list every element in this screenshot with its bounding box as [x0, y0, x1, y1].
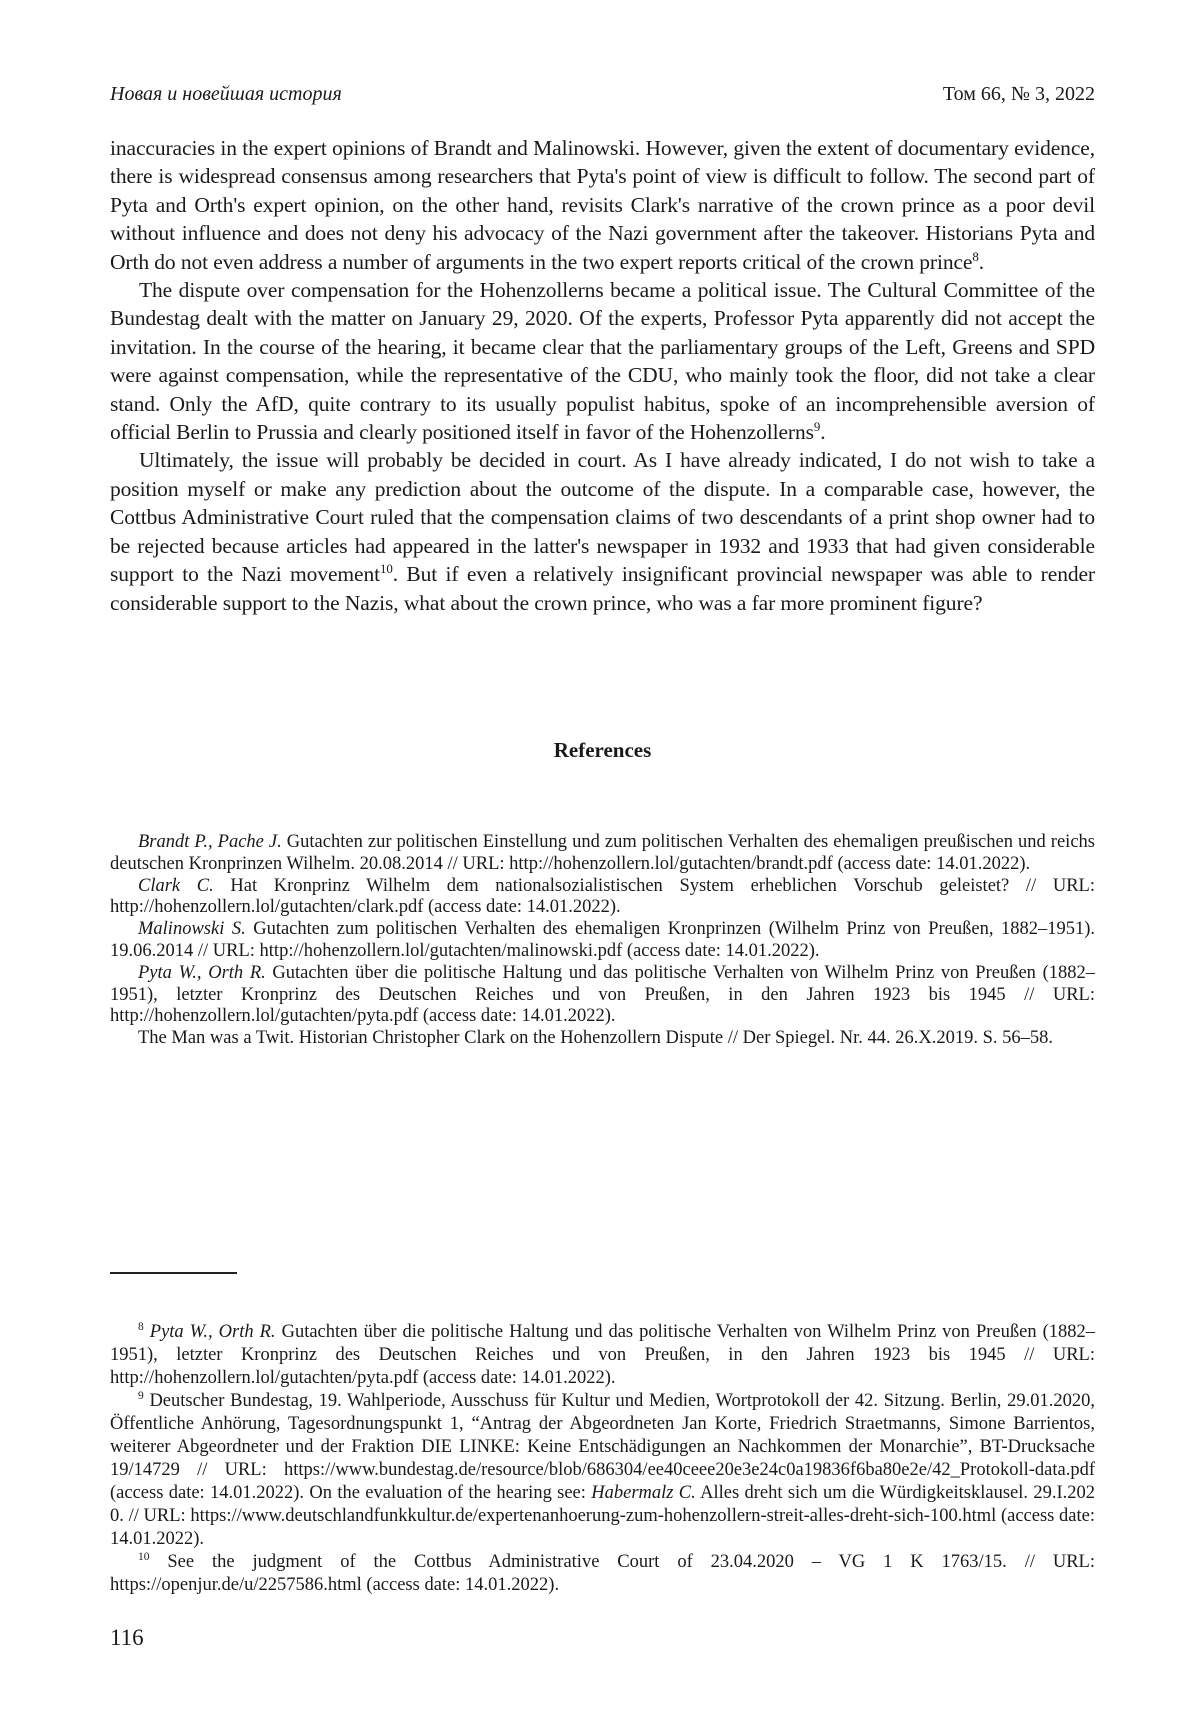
- page-number: 116: [110, 1625, 144, 1650]
- footnote-number: 10: [138, 1550, 150, 1563]
- footnote-10: [110, 1551, 1095, 1597]
- footnote-8: [110, 1321, 1095, 1390]
- reference-item: [110, 963, 1095, 1028]
- paragraph-tail: .: [820, 420, 826, 445]
- footnote-ref-10[interactable]: 10: [380, 561, 393, 576]
- reference-authors: Brandt P., Pache J.: [138, 832, 282, 852]
- body-paragraph: [110, 446, 1095, 616]
- reference-text: Gutachten zur politischen Einstellung und zum politischen Verhalten des ehemaligen preußischen und reichsdeutschen Kronprinzen Wilhelm. 20.08.2014 // URL: http://hohenzollern.lol/gutachten/brandt.pdf (access date: 14.01.2022).: [110, 832, 1095, 874]
- references-heading: References: [553, 738, 652, 762]
- footnote-tail: Alles dreht sich um die Würdigkeitsklausel. 29.I.2020. // URL: https://www.deutschlandfunkkultur.de/expertenanhoerung-zum-hohenzollern-streit-alles-dreht-sich-100.html (access date: 14.01.2022).: [110, 1483, 1096, 1549]
- footnote-text: Gutachten über die politische Haltung und das politische Verhalten von Wilhelm Prinz von Preußen (1882–1951), letzter Kronprinz des Deutschen Reiches und von Preußen, in den Jahren 1923 bis 1945 // URL: http://hohenzollern.lol/gutachten/pyta.pdf (access date: 14.01.2022).: [110, 1322, 1095, 1388]
- footnote-text: See the judgment of the Cottbus Administrative Court of 23.04.2020 – VG 1 K 1763/15. // URL: https://openjur.de/u/2257586.html (access date: 14.01.2022).: [110, 1552, 1096, 1595]
- paragraph-text: inaccuracies in the expert opinions of Brandt and Malinowski. However, given the extent of documentary evidence, there is widespread consensus among researchers that Pyta's point of view is difficult to follow. The second part of Pyta and Orth's expert opinion, on the other hand, revisits Clark's narrative of the crown prince as a poor devil without influence and does not deny his advocacy of the Nazi government after the takeover. Historians Pyta and Orth do not even address a number of arguments in the two expert reports critical of the crown prince: [110, 136, 1095, 274]
- reference-item: [110, 876, 1095, 920]
- paragraph-tail: . But if even a relatively insignificant provincial newspaper was able to render considerable support to the Nazis, what about the crown prince, who was a far more prominent figure?: [110, 562, 1095, 615]
- reference-text: Gutachten zum politischen Verhalten des ehemaligen Kronprinzen (Wilhelm Prinz von Preußen, 1882–1951). 19.06.2014 // URL: http://hohenzollern.lol/gutachten/malinowski.pdf (access date: 14.01.2022).: [110, 919, 1095, 961]
- paragraph-tail: .: [978, 249, 985, 274]
- paragraph-text: The dispute over compensation for the Hohenzollerns became a political issue. The Cultural Committee of the Bundestag dealt with the matter on January 29, 2020. Of the experts, Professor Pyta apparently did not accept the invitation. In the course of the hearing, it became clear that the parliamentary groups of the Left, Greens and SPD were against compensation, while the representative of the CDU, who mainly took the floor, did not take a clear stand. Only the AfD, quite contrary to its usually populist habitus, spoke of an incomprehensible aversion of official Berlin to Prussia and clearly positioned itself in favor of the Hohenzollerns: [110, 278, 1095, 445]
- footnotes: [110, 1321, 1095, 1597]
- paragraph-text: Ultimately, the issue will probably be decided in court. As I have already indicated, I do not wish to take a position myself or make any prediction about the outcome of the dispute. In a comparable case, however, the Cottbus Administrative Court ruled that the compensation claims of two descendants of a print shop owner had to be rejected because articles had appeared in the latter's newspaper in 1932 and 1933 that had given considerable support to the Nazi movement: [110, 448, 1095, 587]
- reference-text: Gutachten über die politische Haltung und das politische Verhalten von Wilhelm Prinz von Preußen (1882–1951), letzter Kronprinz des Deutschen Reiches und von Preußen, in den Jahren 1923 bis 1945 // URL: http://hohenzollern.lol/gutachten/pyta.pdf (access date: 14.01.2022).: [110, 962, 1095, 1027]
- footnote-number: 8: [138, 1320, 144, 1333]
- running-header: [110, 80, 1095, 108]
- reference-item: [110, 832, 1095, 876]
- issue-info: Том 66, № 3, 2022: [942, 82, 1095, 105]
- footnote-number: 9: [138, 1389, 144, 1402]
- footnote-9: [110, 1390, 1095, 1551]
- body-paragraph: [110, 276, 1095, 446]
- reference-authors: Clark C.: [138, 875, 214, 896]
- footnote-text: Deutscher Bundestag, 19. Wahlperiode, Ausschuss für Kultur und Medien, Wortprotokoll der 42. Sitzung. Berlin, 29.01.2020, Öffentliche Anhörung, Tagesordnungspunkt 1, “Antrag der Abgeordneten Jan Korte, Friedrich Straetmanns, Simone Barrientos, weiterer Abgeordneter und der Fraktion DIE LINKE: Keine Entschädigungen an Nachkommen der Monarchie”, BT-Drucksache 19/14729 // URL: https://www.bundestag.de/resource/blob/686304/ee40ceee20e3e24c0a19836f6ba80e2e/42_Protokoll-data.pdf (access date: 14.01.2022). On the evaluation of the hearing see:: [110, 1391, 1095, 1503]
- journal-title: Новая и новейшая история: [110, 82, 342, 105]
- footnote-ref-8[interactable]: 8: [972, 249, 979, 264]
- reference-authors: Malinowski S.: [138, 919, 246, 940]
- references-list: [110, 832, 1095, 1050]
- reference-item: [110, 1028, 1095, 1050]
- footnote-ref-9[interactable]: 9: [813, 419, 821, 434]
- article-body: [110, 134, 1095, 617]
- footnote-divider: [110, 1272, 237, 1274]
- reference-item: [110, 919, 1095, 963]
- reference-authors: Pyta W., Orth R.: [138, 962, 266, 983]
- reference-text: The Man was a Twit. Historian Christopher Clark on the Hohenzollern Dispute // Der Spiegel. Nr. 44. 26.X.2019. S. 56–58.: [138, 1028, 1054, 1049]
- footnote-cited-author: Habermalz C.: [591, 1483, 696, 1503]
- footnote-authors: Pyta W., Orth R.: [149, 1322, 276, 1342]
- reference-text: Hat Kronprinz Wilhelm dem nationalsozialistischen System erheblichen Vorschub geleistet? // URL: http://hohenzollern.lol/gutachten/clark.pdf (access date: 14.01.2022).: [110, 875, 1095, 918]
- body-paragraph: [110, 134, 1095, 276]
